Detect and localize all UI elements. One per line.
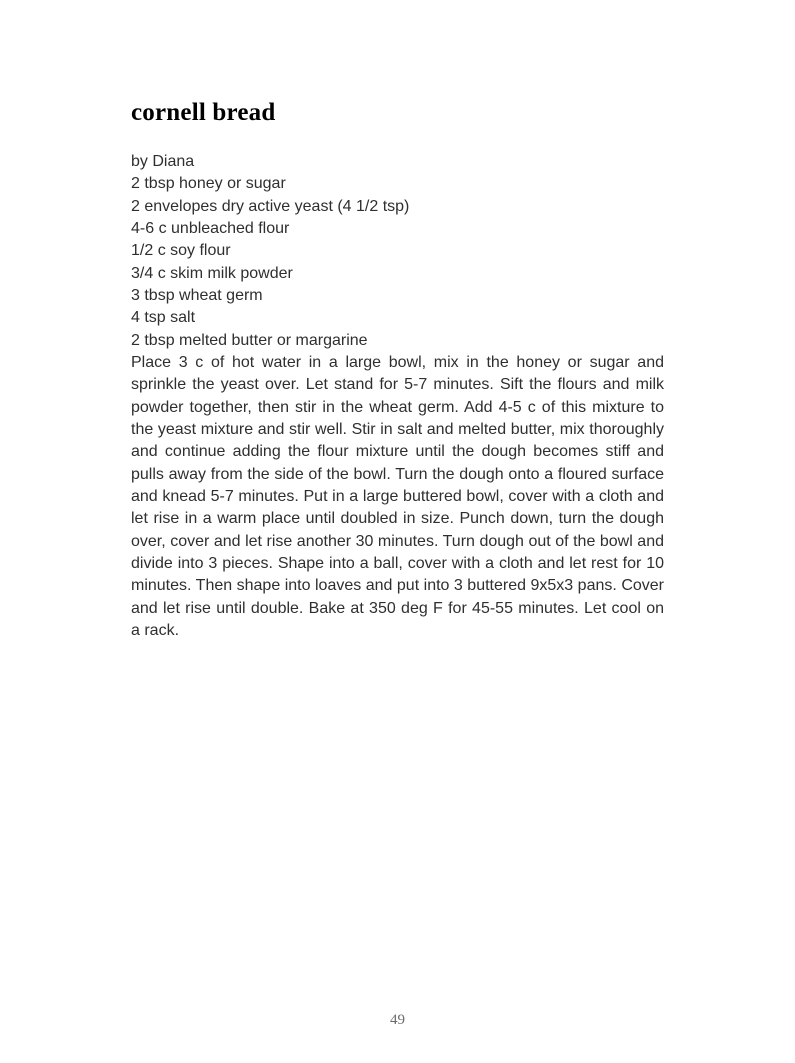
ingredient-list bbox=[131, 173, 664, 352]
page-number: 49 bbox=[390, 1012, 405, 1028]
ingredient-line: 3/4 c skim milk powder bbox=[131, 264, 293, 282]
recipe-instructions: Place 3 c of hot water in a large bowl, mix in the honey or sugar and sprinkle the yeast over. Let stand for 5-7 minutes. Sift the flours and milk powder together, then stir in the wheat germ. Add 4-5 c of this mixture to the yeast mixture and stir well. Stir in salt and melted butter, mix thoroughly and continue adding the flour mixture until the dough becomes stiff and pulls away from the side of the bowl. Turn the dough onto a floured surface and knead 5-7 minutes. Put in a large buttered bowl, cover with a cloth and let rise in a warm place until doubled in size. Punch down, turn the dough over, cover and let rise another 30 minutes. Turn dough out of the bowl and divide into 3 pieces. Shape into a ball, cover with a cloth and let rest for 10 minutes. Then shape into loaves and put into 3 buttered 9x5x3 pans. Cover and let rise until double. Bake at 350 deg F for 45-55 minutes. Let cool on a rack. bbox=[131, 353, 664, 639]
ingredient-line: 2 envelopes dry active yeast (4 1/2 tsp) bbox=[131, 197, 410, 215]
recipe-body bbox=[131, 151, 664, 642]
ingredient-line: 2 tbsp melted butter or margarine bbox=[131, 331, 368, 349]
ingredient-line: 4 tsp salt bbox=[131, 309, 196, 327]
recipe-title: cornell bread bbox=[131, 99, 276, 126]
ingredient-line: 3 tbsp wheat germ bbox=[131, 286, 263, 304]
ingredient-line: 1/2 c soy flour bbox=[131, 242, 231, 260]
recipe-content bbox=[131, 99, 664, 642]
ingredient-line: 2 tbsp honey or sugar bbox=[131, 175, 286, 193]
recipe-byline: by Diana bbox=[131, 153, 195, 170]
ingredient-line: 4-6 c unbleached flour bbox=[131, 219, 290, 237]
